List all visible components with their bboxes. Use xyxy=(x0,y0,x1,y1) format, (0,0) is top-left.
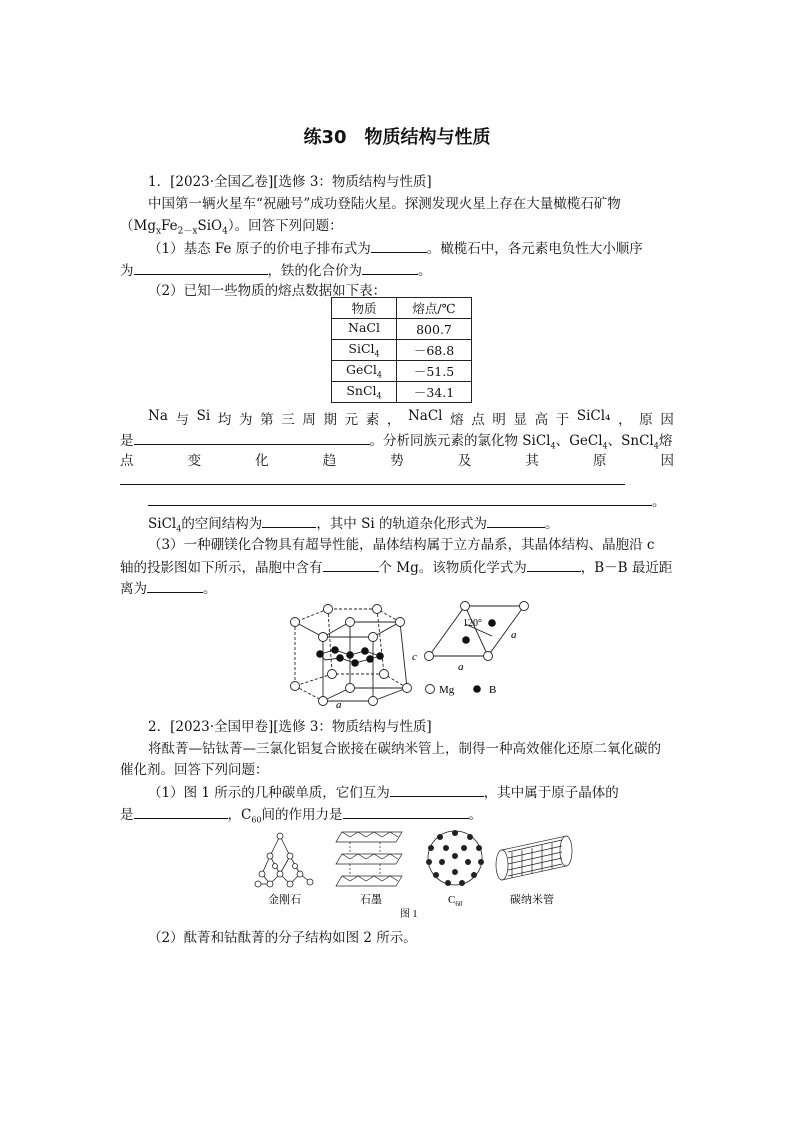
q2-part1-line2: 是 ，$C_{60}$间的作用力是 。 xyxy=(120,804,482,831)
justified-word: 化 xyxy=(255,453,269,469)
justified-word: 素 xyxy=(365,412,380,428)
justified-word: 其 xyxy=(525,453,539,469)
justified-word: 期 xyxy=(323,412,337,428)
graphite-label: 石墨 xyxy=(360,894,382,906)
answer-blank[interactable] xyxy=(487,513,545,528)
justified-word: 与 xyxy=(175,412,189,428)
b-legend-icon xyxy=(473,685,481,693)
justified-word: 因 xyxy=(660,453,674,469)
axis-a-label: a xyxy=(511,629,517,641)
axis-c-label: c xyxy=(412,651,417,663)
nanotube-label: 碳纳米管 xyxy=(510,894,554,906)
justified-word: 为 xyxy=(238,412,253,428)
q1-part2-line2: 是 。分析同族元素的氯化物 SiCl$_4$、GeCl$_4$、SnCl$_4$熔 xyxy=(120,430,672,457)
justified-word: 显 xyxy=(513,412,527,428)
table-header-melting-point: 熔点/℃ xyxy=(397,298,472,319)
diamond-structure-icon xyxy=(255,833,313,887)
justified-word: SiCl₄ xyxy=(576,408,611,424)
justified-word: 三 xyxy=(281,412,295,428)
answer-blank[interactable] xyxy=(148,491,652,506)
q2-intro-line1: 将酞菁—钴钛菁—三氯化铝复合嵌接在碳纳米管上，制得一种高效催化还原二氧化碳的 xyxy=(148,741,661,757)
page-title: 练30 物质结构与性质 xyxy=(303,127,491,148)
justified-word: 高 xyxy=(534,412,549,428)
answer-blank[interactable] xyxy=(390,782,484,797)
justified-word: 于 xyxy=(555,412,570,428)
justified-word: 熔 xyxy=(450,412,464,428)
answer-blank[interactable] xyxy=(134,260,268,275)
q2-header: 2．[2023·全国甲卷][选修 3：物质结构与性质] xyxy=(148,719,432,735)
q1-intro-line2: $(Mg_xFe_{2-x}SiO_4)$。回答下列问题： xyxy=(120,218,343,237)
q1-part1-line1: （1）基态 Fe 原子的价电子排布式为 。橄榄石中，各元素电负性大小顺序 xyxy=(148,238,643,259)
carbon-allotropes-figure xyxy=(250,826,580,918)
melting-point-table xyxy=(331,297,472,403)
justified-word: 势 xyxy=(390,453,404,469)
q1-part1-line2: 为 ，铁的化合价为 。 xyxy=(120,260,432,281)
diamond-label: 金刚石 xyxy=(268,894,301,906)
carbon-nanotube-icon xyxy=(496,836,572,880)
q1-part3-line2: 轴的投影图如下所示，晶胞中含有 个 Mg。该物质化学式为 ，B－B 最近距 xyxy=(120,557,672,578)
justified-word: 变 xyxy=(187,453,202,469)
justified-word: ， xyxy=(618,412,632,428)
q1-header: 1．[2023·全国乙卷][选修 3：物质结构与性质] xyxy=(148,174,432,190)
justified-word: 及 xyxy=(457,453,472,469)
table-row: SiCl$_4$ －68.8 xyxy=(332,340,472,361)
justified-word: 周 xyxy=(302,412,316,428)
justified-word: 原 xyxy=(639,412,653,428)
table-row: GeCl$_4$ －51.5 xyxy=(332,361,472,382)
justified-word: 点 xyxy=(471,412,485,428)
angle-label: 120° xyxy=(463,618,482,629)
justified-word: 第 xyxy=(260,412,274,428)
q1-part3-line3: 离为 。 xyxy=(120,578,217,599)
q2-part1-line1: （1）图 1 所示的几种碳单质，它们互为 ，其中属于原子晶体的 xyxy=(148,782,619,803)
justified-word: NaCl xyxy=(407,408,443,424)
q2-intro-line2: 催化剂。回答下列问题： xyxy=(120,762,269,778)
graphite-structure-icon xyxy=(336,832,402,886)
justified-word: 因 xyxy=(660,412,674,428)
q1-part2-line3 xyxy=(120,449,674,469)
table-row: NaCl 800.7 xyxy=(332,319,472,340)
crystal-structure-figure xyxy=(280,598,540,710)
q1-part2-line5: SiCl$_4$的空间结构为 ，其中 Si 的轨道杂化形式为 。 xyxy=(148,513,558,540)
q1-part2-intro: （2）已知一些物质的熔点数据如下表： xyxy=(148,283,387,299)
answer-blank[interactable] xyxy=(134,430,370,445)
q1-intro-line1: 中国第一辆火星车“祝融号”成功登陆火星。探测发现火星上存在大量橄榄石矿物 xyxy=(148,196,621,212)
answer-line[interactable] xyxy=(120,484,625,485)
justified-word: 点 xyxy=(120,453,134,469)
answer-blank[interactable] xyxy=(527,557,581,572)
answer-blank[interactable] xyxy=(362,260,418,275)
justified-word: 元 xyxy=(344,412,359,428)
q1-part3-line1: （3）一种硼镁化合物具有超导性能，晶体结构属于立方晶系，其晶体结构、晶胞沿 c xyxy=(148,537,655,553)
justified-word: 趋 xyxy=(322,453,337,469)
mg-legend-icon xyxy=(426,685,435,694)
legend-b-label: B xyxy=(489,684,497,696)
justified-word: ， xyxy=(386,412,401,428)
justified-word: Si xyxy=(196,408,211,424)
justified-word: 明 xyxy=(492,412,506,428)
justified-word: 原 xyxy=(592,453,607,469)
q1-part2-line1 xyxy=(148,408,674,428)
table-header-substance: 物质 xyxy=(332,298,397,319)
answer-blank[interactable] xyxy=(343,804,469,819)
legend-mg-label: Mg xyxy=(439,684,455,696)
answer-blank[interactable] xyxy=(371,238,427,253)
answer-blank[interactable] xyxy=(262,513,316,528)
figure-caption: 图 1 xyxy=(400,909,418,918)
q1-part2-line4: 。 xyxy=(148,491,666,512)
answer-blank[interactable] xyxy=(134,804,228,819)
answer-blank[interactable] xyxy=(323,557,379,572)
answer-blank[interactable] xyxy=(147,578,203,593)
c60-structure-icon xyxy=(426,830,484,886)
c60-label: $C_{60}$ xyxy=(448,894,463,908)
table-row: SnCl$_4$ －34.1 xyxy=(332,382,472,403)
justified-word: 均 xyxy=(217,412,232,428)
justified-word: Na xyxy=(148,408,168,424)
axis-a-label: a xyxy=(336,699,342,710)
axis-a-label: a xyxy=(458,661,464,673)
q2-part2: （2）酞菁和钴酞菁的分子结构如图 2 所示。 xyxy=(148,930,417,946)
